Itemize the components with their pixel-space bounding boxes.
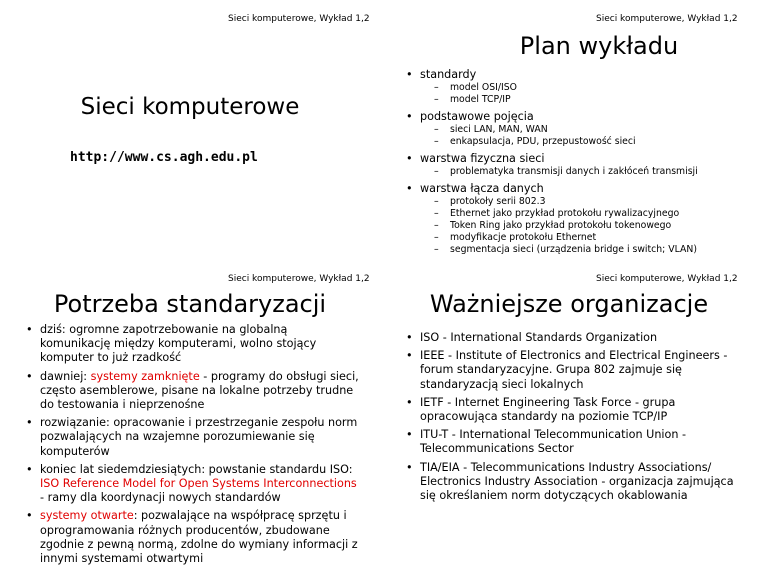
- list-item: • koniec lat siedemdziesiątych: powstanie standardu ISO: ISO Reference Model for Open Systems Interconnections - ramy dla koordynacji nowych standardów: [24, 463, 360, 506]
- slide-header: Sieci komputerowe, Wykład 1,2: [596, 14, 738, 24]
- plan-subitem: – protokoły serii 802.3: [420, 196, 764, 208]
- plan-item: • standardy – model OSI/ISO – model TCP/IP: [404, 68, 764, 106]
- list-item: • systemy otwarte: pozwalające na współpracę sprzętu i oprogramowania różnych producentów, zbudowane zgodnie z pewną normą, zdolne do wymiany informacji z innymi systemami otwartymi: [24, 509, 360, 566]
- standardization-list: [24, 323, 360, 570]
- plan-subitem: – problematyka transmisji danych i zakłóceń transmisji: [420, 166, 764, 178]
- list-item: • TIA/EIA - Telecommunications Industry Associations/ Electronics Industry Association - organizacja zajmująca się określaniem norm dotyczących okablowania: [404, 461, 734, 504]
- slide-plan: [384, 0, 768, 271]
- plan-subitem: – modyfikacje protokołu Ethernet: [420, 232, 764, 244]
- list-item: • ITU-T - International Telecommunication Union - Telecommunications Sector: [404, 428, 734, 456]
- organizations-list: [404, 331, 734, 507]
- slide-title: Ważniejsze organizacje: [429, 290, 709, 318]
- presentation-title: Sieci komputerowe: [80, 94, 300, 120]
- list-item: • IEEE - Institute of Electronics and Electrical Engineers - forum standaryzacyjne. Grupa 802 zajmuje się standaryzacją sieci lokalnych: [404, 349, 734, 392]
- plan-item: • podstawowe pojęcia – sieci LAN, MAN, WAN – enkapsulacja, PDU, przepustowość sieci: [404, 110, 764, 148]
- slide-header: Sieci komputerowe, Wykład 1,2: [228, 14, 370, 24]
- list-item: • dziś: ogromne zapotrzebowanie na globalną komunikację między komputerami, wolno stojący komputer to już rzadkość: [24, 323, 360, 366]
- list-item: • dawniej: systemy zamknięte - programy do obsługi sieci, często asemblerowe, pisane na lokalne potrzeby trudne do testowania i nieprzenośne: [24, 370, 360, 413]
- plan-item: • warstwa fizyczna sieci – problematyka transmisji danych i zakłóceń transmisji: [404, 152, 764, 178]
- slide-standardization: [0, 271, 384, 566]
- plan-list: [404, 68, 764, 260]
- plan-subitem: – model OSI/ISO: [420, 82, 764, 94]
- slide-header: Sieci komputerowe, Wykład 1,2: [596, 274, 738, 284]
- slide-header: Sieci komputerowe, Wykład 1,2: [228, 274, 370, 284]
- slide-organizations: [384, 271, 768, 543]
- slide-title: Potrzeba standaryzacji: [53, 290, 327, 318]
- slide-title: Plan wykładu: [519, 32, 679, 60]
- plan-subitem: – segmentacja sieci (urządzenia bridge i switch; VLAN): [420, 244, 764, 256]
- url-link[interactable]: http://www.cs.agh.edu.pl: [70, 150, 258, 165]
- plan-subitem: – Token Ring jako przykład protokołu tokenowego: [420, 220, 764, 232]
- plan-subitem: – Ethernet jako przykład protokołu rywalizacyjnego: [420, 208, 764, 220]
- list-item: • rozwiązanie: opracowanie i przestrzeganie zespołu norm pozwalających na wzajemne porozumiewanie się komputerów: [24, 416, 360, 459]
- list-item: • IETF - Internet Engineering Task Force - grupa opracowująca standardy na poziomie TCP/IP: [404, 396, 734, 424]
- slide-title: [0, 0, 384, 271]
- plan-subitem: – model TCP/IP: [420, 94, 764, 106]
- plan-item: • warstwa łącza danych – protokoły serii 802.3 – Ethernet jako przykład protokołu rywalizacyjnego – Token Ring jako przykład protokołu tokenowego – modyfikacje protokołu Ethernet – segmentacja sieci (urządzenia bridge i switch; VLAN): [404, 182, 764, 256]
- plan-subitem: – sieci LAN, MAN, WAN: [420, 124, 764, 136]
- list-item: • ISO - International Standards Organization: [404, 331, 734, 345]
- plan-subitem: – enkapsulacja, PDU, przepustowość sieci: [420, 136, 764, 148]
